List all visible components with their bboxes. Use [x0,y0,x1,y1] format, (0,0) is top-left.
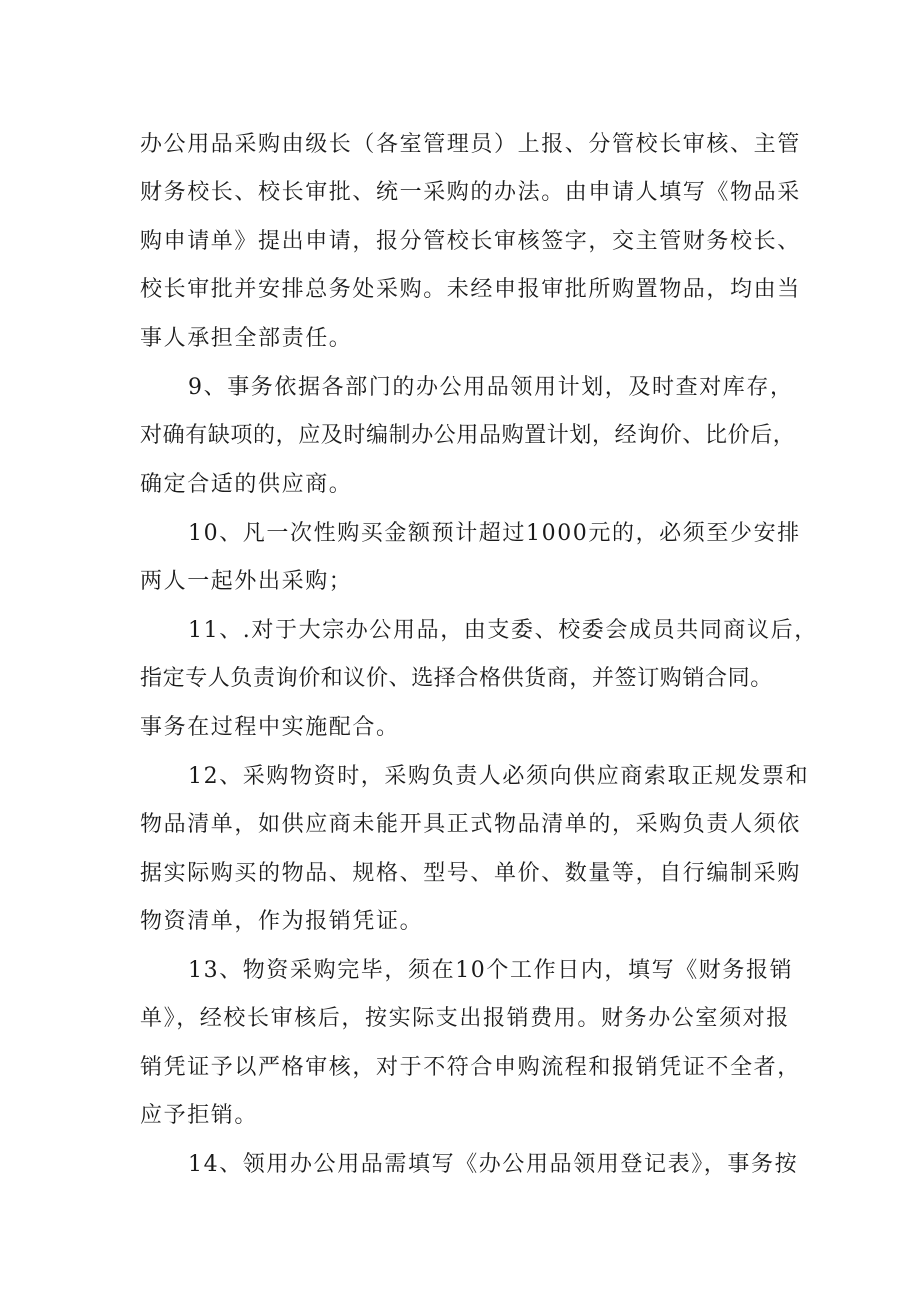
text-line: 物资清单，作为报销凭证。 [140,909,424,934]
paragraph-14-line: 14、领用办公用品需填写《办公用品领用登记表》，事务按 [188,1152,799,1177]
text-line: 指定专人负责询价和议价、选择合格供货商，并签订购销合同。 [140,666,773,691]
paragraph-12-line: 12、采购物资时，采购负责人必须向供应商索取正规发票和 [188,764,810,789]
paragraph-13-line: 13、物资采购完毕，须在10个工作日内，填写《财务报销 [188,958,794,983]
text-line: 单》，经校长审核后，按实际支出报销费用。财务办公室须对报 [140,1006,790,1031]
text-line: 办公用品采购由级长（各室管理员）上报、分管校长审核、主管 [140,132,801,157]
text-line: 事务在过程中实施配合。 [140,715,400,740]
text-line: 物品清单，如供应商未能开具正式物品清单的，采购负责人须依 [140,812,801,837]
text-line: 财务校长、校长审批、统一采购的办法。由申请人填写《物品采 [140,180,801,205]
paragraph-11-line: 11、.对于大宗办公用品，由支委、校委会成员共同商议后， [188,618,818,643]
text-line: 购申请单》提出申请，报分管校长审核签字，交主管财务校长、 [140,229,801,254]
text-line: 确定合适的供应商。 [140,472,353,497]
text-line: 两人一起外出采购； [140,569,353,594]
text-line: 据实际购买的物品、规格、型号、单价、数量等，自行编制采购 [140,861,801,886]
paragraph-10-line: 10、凡一次性购买金额预计超过1000元的，必须至少安排 [188,521,801,546]
text-line: 事人承担全部责任。 [140,326,353,351]
text-line: 应予拒销。 [140,1103,259,1128]
text-line: 对确有缺项的，应及时编制办公用品购置计划，经询价、比价后， [140,423,796,448]
paragraph-9-line: 9、事务依据各部门的办公用品领用计划，及时查对库存， [188,375,794,400]
text-line: 销凭证予以严格审核，对于不符合申购流程和报销凭证不全者， [140,1055,801,1080]
text-line: 校长审批并安排总务处采购。未经申报审批所购置物品，均由当 [140,277,801,302]
